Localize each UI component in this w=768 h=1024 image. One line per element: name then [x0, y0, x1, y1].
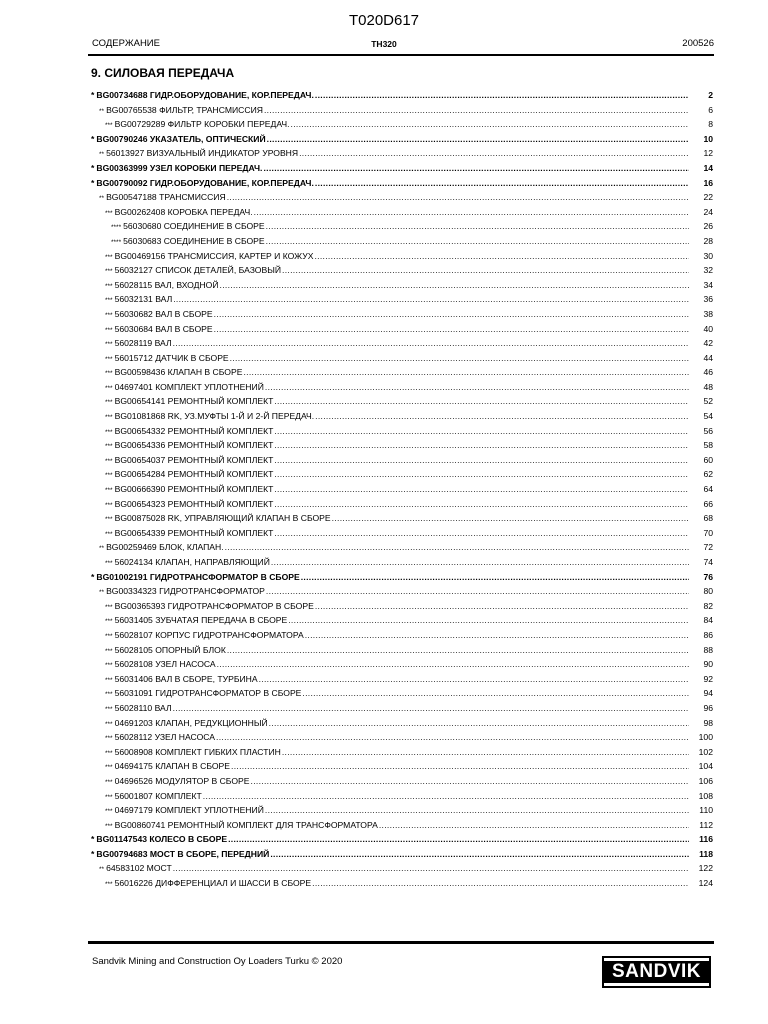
toc-entry-page-number: 104 — [698, 761, 713, 772]
toc-entry-level-marker: *** — [105, 691, 113, 699]
dot-leader — [265, 803, 689, 818]
toc-entry[interactable] — [91, 424, 713, 439]
toc-entry-page-number: 54 — [703, 411, 713, 422]
toc-entry-page-number: 8 — [708, 119, 713, 130]
toc-entry[interactable] — [91, 132, 713, 147]
toc-entry[interactable] — [91, 599, 713, 614]
toc-entry-level-marker: *** — [105, 443, 113, 451]
toc-entry-title: BG01147543 КОЛЕСО В СБОРЕ — [96, 834, 228, 845]
toc-entry[interactable] — [91, 205, 713, 220]
toc-entry[interactable] — [91, 511, 713, 526]
toc-entry-title: 56028112 УЗЕЛ НАСОСА — [114, 732, 215, 743]
toc-entry-page-number: 62 — [703, 469, 713, 480]
toc-entry[interactable] — [91, 832, 713, 847]
toc-entry-level-marker: *** — [105, 720, 113, 728]
toc-entry-page-number: 116 — [699, 834, 713, 845]
toc-entry-page-number: 2 — [708, 90, 713, 100]
toc-entry-page-number: 56 — [703, 425, 713, 436]
toc-entry-level-marker: * — [91, 133, 95, 144]
toc-entry-page-number: 100 — [698, 732, 713, 743]
toc-entry-title: 56028110 ВАЛ — [114, 702, 172, 713]
dot-leader — [214, 322, 689, 337]
dot-leader — [274, 467, 689, 482]
toc-entry[interactable] — [91, 759, 713, 774]
toc-entry-title: 56024134 КЛАПАН, НАПРАВЛЯЮЩИЙ — [114, 557, 270, 567]
dot-leader — [227, 643, 689, 658]
dot-leader — [299, 146, 689, 161]
toc-entry-level-marker: *** — [105, 268, 113, 276]
toc-entry-page-number: 74 — [703, 557, 713, 567]
toc-entry[interactable] — [91, 628, 713, 643]
toc-entry[interactable] — [91, 409, 713, 424]
toc-entry-title: 56028105 ОПОРНЫЙ БЛОК — [114, 644, 226, 655]
toc-entry-level-marker: *** — [105, 735, 113, 743]
toc-entry[interactable] — [91, 190, 713, 205]
toc-entry-level-marker: *** — [105, 808, 113, 816]
dot-leader — [214, 307, 689, 322]
toc-entry-page-number: 102 — [698, 746, 713, 757]
toc-entry-title: BG00794683 МОСТ В СБОРЕ, ПЕРЕДНИЙ — [96, 848, 270, 859]
dot-leader — [301, 570, 689, 585]
dot-leader — [305, 628, 689, 643]
dot-leader — [217, 657, 689, 672]
toc-entry-page-number: 124 — [698, 878, 713, 889]
toc-entry-level-marker: *** — [105, 530, 113, 538]
toc-entry-title: 56028115 ВАЛ, ВХОДНОЙ — [114, 279, 219, 290]
toc-entry-level-marker: *** — [105, 501, 113, 509]
dot-leader — [274, 497, 689, 512]
toc-entry[interactable] — [91, 103, 713, 118]
toc-entry-page-number: 48 — [703, 381, 713, 392]
toc-entry-level-marker: *** — [105, 516, 113, 524]
toc-entry-level-marker: ** — [99, 195, 105, 203]
dot-leader — [274, 526, 689, 541]
toc-entry-title: 56031091 ГИДРОТРАНСФОРМАТОР В СБОРЕ — [114, 688, 302, 699]
toc-entry-page-number: 36 — [703, 294, 713, 305]
dot-leader — [312, 876, 689, 891]
toc-entry-level-marker: *** — [105, 122, 113, 130]
toc-entry-level-marker: * — [91, 848, 95, 859]
dot-leader — [266, 219, 689, 234]
toc-entry-page-number: 70 — [703, 527, 713, 538]
toc-entry-title: 56016226 ДИФФЕРЕНЦИАЛ И ШАССИ В СБОРЕ — [114, 878, 312, 889]
toc-entry-page-number: 96 — [703, 702, 713, 713]
toc-entry-page-number: 122 — [698, 863, 713, 874]
toc-entry-page-number: 12 — [703, 148, 713, 159]
toc-entry-page-number: 6 — [708, 104, 713, 115]
toc-entry-level-marker: *** — [105, 384, 113, 392]
toc-entry[interactable] — [91, 818, 713, 833]
toc-entry-title: BG00259469 БЛОК, КЛАПАН. — [106, 542, 224, 553]
toc-entry-level-marker: *** — [105, 632, 113, 640]
toc-entry-level-marker: * — [91, 571, 95, 582]
toc-entry-level-marker: *** — [105, 428, 113, 436]
dot-leader — [265, 380, 689, 395]
toc-entry-level-marker: *** — [105, 355, 113, 363]
toc-entry-level-marker: *** — [105, 399, 113, 407]
toc-entry[interactable] — [91, 292, 713, 307]
toc-entry-title: BG00365393 ГИДРОТРАНСФОРМАТОР В СБОРЕ — [114, 600, 314, 611]
toc-entry-level-marker: *** — [105, 282, 113, 290]
toc-entry-title: 56028107 КОРПУС ГИДРОТРАНСФОРМАТОРА — [114, 629, 304, 640]
toc-entry-level-marker: *** — [105, 705, 113, 713]
toc-entry-page-number: 28 — [703, 235, 713, 246]
toc-entry-page-number: 34 — [703, 279, 713, 290]
toc-entry-page-number: 80 — [703, 586, 713, 597]
sandvik-logo — [602, 956, 711, 988]
toc-entry-title: BG00734688 ГИДР.ОБОРУДОВАНИЕ, КОР.ПЕРЕДАЧ. — [96, 90, 314, 100]
dot-leader — [379, 818, 689, 833]
dot-leader — [266, 584, 689, 599]
toc-entry-title: 04691203 КЛАПАН, РЕДУКЦИОННЫЙ — [114, 717, 268, 728]
dot-leader — [288, 613, 689, 628]
toc-entry-page-number: 98 — [703, 717, 713, 728]
toc-entry[interactable] — [91, 643, 713, 658]
toc-entry[interactable] — [91, 876, 713, 891]
toc-entry-title: BG00334323 ГИДРОТРАНСФОРМАТОР — [106, 586, 265, 597]
toc-entry-level-marker: *** — [105, 749, 113, 757]
toc-entry-level-marker: ** — [99, 107, 105, 115]
toc-entry[interactable] — [91, 861, 713, 876]
toc-entry-title: BG00654336 РЕМОНТНЫЙ КОМПЛЕКТ — [114, 440, 274, 451]
toc-entry[interactable] — [91, 847, 713, 862]
toc-entry-level-marker: *** — [105, 618, 113, 626]
toc-entry-title: 56031406 ВАЛ В СБОРЕ, ТУРБИНА — [114, 673, 258, 684]
toc-entry-title: BG00654284 РЕМОНТНЫЙ КОМПЛЕКТ — [114, 469, 274, 480]
toc-entry[interactable] — [91, 540, 713, 555]
toc-entry-title: BG00469156 ТРАНСМИССИЯ, КАРТЕР И КОЖУХ — [114, 250, 314, 261]
toc-entry-title: BG00363999 УЗЕЛ КОРОБКИ ПЕРЕДАЧ. — [96, 162, 263, 173]
toc-entry-level-marker: *** — [105, 647, 113, 655]
toc-entry-page-number: 10 — [703, 133, 713, 144]
dot-leader — [254, 205, 689, 220]
toc-entry-title: 04694175 КЛАПАН В СБОРЕ — [114, 761, 231, 772]
toc-entry[interactable] — [91, 88, 713, 103]
toc-entry-level-marker: **** — [111, 238, 122, 246]
toc-entry-page-number: 88 — [703, 644, 713, 655]
toc-entry-level-marker: ** — [99, 151, 105, 159]
toc-entry-level-marker: *** — [105, 793, 113, 801]
toc-entry-title: 56031405 ЗУБЧАТАЯ ПЕРЕДАЧА В СБОРЕ — [114, 615, 288, 626]
toc-entry-title: 56032131 ВАЛ — [114, 294, 173, 305]
toc-entry-title: BG01081868 RK, УЗ.МУФТЫ 1-Й И 2-Й ПЕРЕДАЧ. — [114, 411, 315, 422]
toc-entry-title: BG00666390 РЕМОНТНЫЙ КОМПЛЕКТ — [114, 484, 274, 495]
toc-entry-level-marker: *** — [105, 457, 113, 465]
toc-entry-level-marker: *** — [105, 778, 113, 786]
toc-entry-page-number: 108 — [698, 790, 713, 801]
toc-entry-page-number: 86 — [703, 629, 713, 640]
toc-entry-title: BG00654141 РЕМОНТНЫЙ КОМПЛЕКТ — [114, 396, 274, 407]
toc-entry-page-number: 38 — [703, 308, 713, 319]
toc-entry-level-marker: *** — [105, 603, 113, 611]
dot-leader — [216, 730, 689, 745]
toc-entry-title: 04697401 КОМПЛЕКТ УПЛОТНЕНИЙ — [114, 381, 264, 392]
toc-entry[interactable] — [91, 249, 713, 264]
toc-entry-page-number: 112 — [699, 819, 713, 830]
toc-entry-page-number: 32 — [703, 265, 713, 276]
toc-entry-page-number: 24 — [703, 206, 713, 217]
dot-leader — [271, 555, 689, 570]
header-divider — [88, 54, 714, 56]
toc-entry-title: BG00790092 ГИДР.ОБОРУДОВАНИЕ, КОР.ПЕРЕДАЧ. — [96, 177, 314, 188]
toc-entry-title: BG00729289 ФИЛЬТР КОРОБКИ ПЕРЕДАЧ. — [114, 119, 290, 130]
toc-entry[interactable] — [91, 117, 713, 132]
toc-entry-level-marker: * — [91, 834, 95, 845]
table-of-contents — [91, 88, 713, 891]
toc-entry[interactable] — [91, 774, 713, 789]
header-model: TH320 — [371, 39, 397, 49]
toc-entry[interactable] — [91, 146, 713, 161]
toc-entry-page-number: 58 — [703, 440, 713, 451]
dot-leader — [243, 365, 689, 380]
dot-leader — [315, 88, 689, 103]
toc-entry-page-number: 26 — [703, 221, 713, 232]
toc-entry-page-number: 40 — [703, 323, 713, 334]
toc-entry[interactable] — [91, 555, 713, 570]
toc-entry[interactable] — [91, 570, 713, 585]
toc-entry-title: BG00654037 РЕМОНТНЫЙ КОМПЛЕКТ — [114, 454, 274, 465]
toc-entry-page-number: 30 — [703, 250, 713, 261]
toc-entry-title: BG00654339 РЕМОНТНЫЙ КОМПЛЕКТ — [114, 527, 274, 538]
dot-leader — [220, 278, 689, 293]
toc-entry[interactable] — [91, 745, 713, 760]
dot-leader — [302, 686, 689, 701]
toc-entry-level-marker: * — [91, 90, 95, 100]
toc-entry-level-marker: *** — [105, 326, 113, 334]
dot-leader — [263, 161, 689, 176]
toc-entry-title: BG00875028 RK, УПРАВЛЯЮЩИЙ КЛАПАН В СБОРЕ — [114, 513, 331, 524]
dot-leader — [282, 263, 689, 278]
toc-entry-level-marker: *** — [105, 209, 113, 217]
toc-entry-title: 56030682 ВАЛ В СБОРЕ — [114, 308, 213, 319]
dot-leader — [274, 424, 689, 439]
dot-leader — [269, 716, 689, 731]
toc-entry-level-marker: *** — [105, 676, 113, 684]
toc-entry-title: 56030684 ВАЛ В СБОРЕ — [114, 323, 213, 334]
dot-leader — [173, 292, 689, 307]
dot-leader — [270, 847, 689, 862]
dot-leader — [228, 832, 689, 847]
toc-entry-level-marker: ** — [99, 589, 105, 597]
toc-entry-page-number: 110 — [699, 805, 713, 816]
toc-entry-title: 56028119 ВАЛ — [114, 338, 172, 349]
toc-entry-page-number: 106 — [698, 775, 713, 786]
toc-entry-level-marker: *** — [105, 341, 113, 349]
dot-leader — [314, 249, 689, 264]
toc-entry-title: 56008908 КОМПЛЕКТ ГИБКИХ ПЛАСТИН — [114, 746, 281, 757]
toc-entry-level-marker: *** — [105, 370, 113, 378]
toc-entry-title: BG00598436 КЛАПАН В СБОРЕ — [114, 367, 243, 378]
dot-leader — [251, 774, 690, 789]
dot-leader — [173, 701, 689, 716]
dot-leader — [173, 336, 689, 351]
toc-entry[interactable] — [91, 686, 713, 701]
dot-leader — [173, 861, 689, 876]
toc-entry-level-marker: *** — [105, 297, 113, 305]
document-id: T020D617 — [348, 12, 420, 29]
toc-entry[interactable] — [91, 497, 713, 512]
dot-leader — [264, 103, 689, 118]
toc-entry-page-number: 44 — [703, 352, 713, 363]
toc-entry-title: 56001807 КОМПЛЕКТ — [114, 790, 202, 801]
toc-entry[interactable] — [91, 701, 713, 716]
toc-entry-page-number: 16 — [703, 177, 713, 188]
toc-entry[interactable] — [91, 730, 713, 745]
toc-entry-title: BG00654332 РЕМОНТНЫЙ КОМПЛЕКТ — [114, 425, 274, 436]
toc-entry-title: BG00765538 ФИЛЬТР, ТРАНСМИССИЯ — [106, 104, 263, 115]
toc-entry[interactable] — [91, 365, 713, 380]
toc-entry-page-number: 82 — [703, 600, 713, 611]
toc-entry[interactable] — [91, 161, 713, 176]
toc-entry-level-marker: *** — [105, 487, 113, 495]
toc-entry[interactable] — [91, 789, 713, 804]
toc-entry-page-number: 76 — [703, 571, 713, 582]
toc-entry-page-number: 118 — [699, 848, 713, 859]
toc-entry-level-marker: *** — [105, 822, 113, 830]
toc-entry[interactable] — [91, 263, 713, 278]
toc-entry-title: 56015712 ДАТЧИК В СБОРЕ — [114, 352, 229, 363]
toc-entry-page-number: 60 — [703, 454, 713, 465]
dot-leader — [332, 511, 689, 526]
toc-entry-title: BG00860741 РЕМОНТНЫЙ КОМПЛЕКТ ДЛЯ ТРАНСФОРМАТОРА — [114, 819, 378, 830]
dot-leader — [274, 453, 689, 468]
dot-leader — [225, 540, 689, 555]
dot-leader — [315, 599, 689, 614]
footer-divider — [88, 941, 714, 944]
dot-leader — [259, 672, 689, 687]
dot-leader — [230, 351, 689, 366]
toc-entry-title: BG00654323 РЕМОНТНЫЙ КОМПЛЕКТ — [114, 498, 274, 509]
toc-entry-page-number: 46 — [703, 367, 713, 378]
toc-entry-title: 04696526 МОДУЛЯТОР В СБОРЕ — [114, 775, 250, 786]
toc-entry[interactable] — [91, 657, 713, 672]
toc-entry-level-marker: *** — [105, 414, 113, 422]
toc-entry-level-marker: * — [91, 162, 95, 173]
header-section-label: СОДЕРЖАНИЕ — [92, 38, 160, 49]
dot-leader — [274, 438, 689, 453]
dot-leader — [315, 409, 689, 424]
toc-entry-title: 56030680 СОЕДИНЕНИЕ В СБОРЕ — [123, 221, 265, 232]
toc-entry-level-marker: *** — [105, 764, 113, 772]
toc-entry[interactable] — [91, 803, 713, 818]
toc-entry-title: 64583102 МОСТ — [106, 863, 172, 874]
toc-entry-title: BG00547188 ТРАНСМИССИЯ — [106, 192, 226, 203]
toc-entry-page-number: 72 — [703, 542, 713, 553]
toc-entry-level-marker: * — [91, 177, 95, 188]
toc-entry-page-number: 42 — [703, 338, 713, 349]
dot-leader — [266, 234, 689, 249]
toc-entry[interactable] — [91, 278, 713, 293]
toc-entry-page-number: 14 — [703, 162, 713, 173]
toc-entry-level-marker: *** — [105, 311, 113, 319]
toc-entry-title: BG01002191 ГИДРОТРАНСФОРМАТОР В СБОРЕ — [96, 571, 300, 582]
toc-entry-page-number: 94 — [703, 688, 713, 699]
toc-entry-page-number: 92 — [703, 673, 713, 684]
toc-entry-page-number: 64 — [703, 484, 713, 495]
toc-entry-title: BG00790246 УКАЗАТЕЛЬ, ОПТИЧЕСКИЙ — [96, 133, 266, 144]
toc-entry-level-marker: *** — [105, 560, 113, 567]
toc-entry[interactable] — [91, 394, 713, 409]
toc-entry[interactable] — [91, 380, 713, 395]
toc-entry-page-number: 90 — [703, 659, 713, 670]
dot-leader — [315, 176, 689, 191]
footer-copyright: Sandvik Mining and Construction Oy Loaders Turku © 2020 — [92, 956, 343, 967]
toc-entry[interactable] — [91, 467, 713, 482]
toc-entry-title: 56030683 СОЕДИНЕНИЕ В СБОРЕ — [123, 235, 265, 246]
toc-entry-page-number: 84 — [703, 615, 713, 626]
section-title: 9. СИЛОВАЯ ПЕРЕДАЧА — [91, 66, 235, 80]
dot-leader — [291, 117, 689, 132]
header-date-code: 200526 — [682, 38, 714, 49]
toc-entry[interactable] — [91, 307, 713, 322]
toc-entry-page-number: 52 — [703, 396, 713, 407]
toc-entry-level-marker: *** — [105, 253, 113, 261]
toc-entry[interactable] — [91, 336, 713, 351]
toc-entry-title: 56028108 УЗЕЛ НАСОСА — [114, 659, 216, 670]
toc-entry-level-marker: ** — [99, 545, 105, 553]
toc-entry-level-marker: *** — [105, 662, 113, 670]
toc-entry-level-marker: *** — [105, 472, 113, 480]
toc-entry[interactable] — [91, 438, 713, 453]
toc-entry[interactable] — [91, 613, 713, 628]
toc-entry-page-number: 22 — [703, 192, 713, 203]
toc-entry-title: 56032127 СПИСОК ДЕТАЛЕЙ, БАЗОВЫЙ — [114, 265, 282, 276]
toc-entry-level-marker: ** — [99, 866, 105, 874]
toc-entry[interactable] — [91, 482, 713, 497]
toc-entry-level-marker: *** — [105, 881, 113, 889]
toc-entry[interactable] — [91, 672, 713, 687]
toc-entry-page-number: 66 — [703, 498, 713, 509]
toc-entry[interactable] — [91, 234, 713, 249]
toc-entry[interactable] — [91, 176, 713, 191]
dot-leader — [274, 482, 689, 497]
toc-entry[interactable] — [91, 526, 713, 541]
toc-entry[interactable] — [91, 716, 713, 731]
toc-entry-title: 04697179 КОМПЛЕКТ УПЛОТНЕНИЙ — [114, 805, 264, 816]
toc-entry[interactable] — [91, 584, 713, 599]
dot-leader — [227, 190, 689, 205]
toc-entry[interactable] — [91, 322, 713, 337]
dot-leader — [274, 394, 689, 409]
dot-leader — [282, 745, 689, 760]
toc-entry[interactable] — [91, 453, 713, 468]
toc-entry-level-marker: **** — [111, 224, 122, 232]
toc-entry-title: 56013927 ВИЗУАЛЬНЫЙ ИНДИКАТОР УРОВНЯ — [106, 148, 299, 159]
toc-entry-page-number: 68 — [703, 513, 713, 524]
logo-text: SANDVIK — [604, 958, 709, 986]
dot-leader — [203, 789, 689, 804]
toc-entry[interactable] — [91, 351, 713, 366]
dot-leader — [267, 132, 689, 147]
dot-leader — [231, 759, 689, 774]
toc-entry-title: BG00262408 КОРОБКА ПЕРЕДАЧ. — [114, 206, 253, 217]
toc-entry[interactable] — [91, 219, 713, 234]
